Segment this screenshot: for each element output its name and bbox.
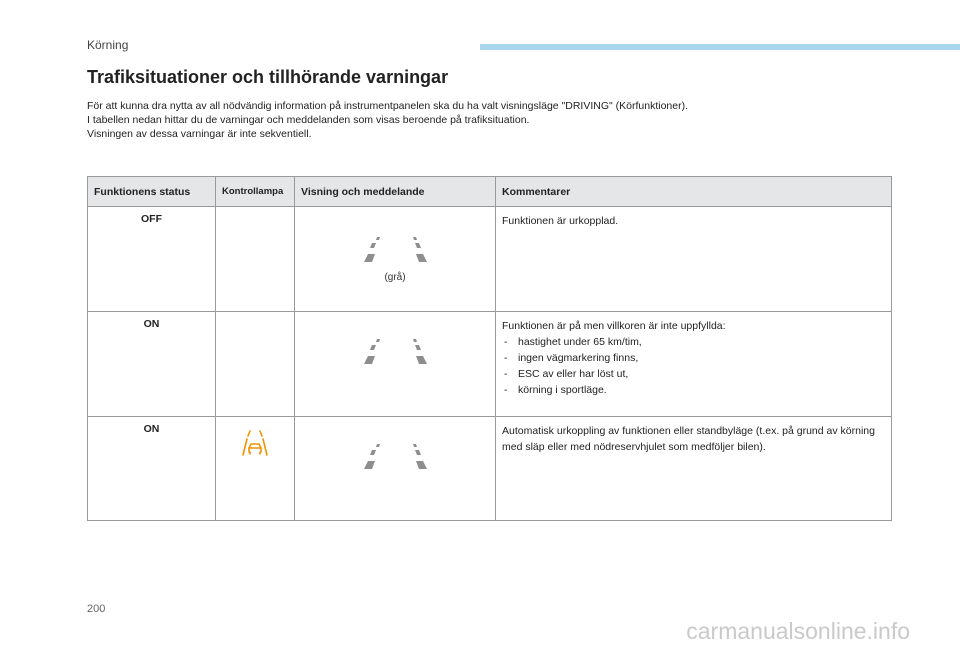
section-bar	[480, 44, 960, 50]
list-item: - ESC av eller har löst ut,	[502, 366, 885, 382]
column-header-status: Funktionens status	[88, 177, 216, 207]
display-cell	[295, 312, 496, 417]
grey-lane-markings-icon	[345, 332, 445, 372]
lamp-cell	[216, 417, 295, 521]
comment-cell: Funktionen är urkopplad.	[496, 207, 892, 312]
table-row	[88, 417, 892, 521]
status-cell: OFF	[88, 207, 216, 312]
display-caption: (grå)	[384, 272, 406, 283]
intro-line-3: Visningen av dessa varningar är inte sekventiell.	[87, 128, 312, 140]
intro-line-1: För att kunna dra nytta av all nödvändig information på instrumentpanelen ska du ha valt visningsläge "DRIVING" (Körfunktioner).	[87, 100, 689, 112]
table-row	[88, 207, 892, 312]
comment-intro: Funktionen är på men villkoren är inte uppfyllda:	[502, 320, 726, 332]
list-item: - körning i sportläge.	[502, 382, 885, 398]
list-item: - ingen vägmarkering finns,	[502, 350, 885, 366]
column-header-display: Visning och meddelande	[295, 177, 496, 207]
column-header-comments: Kommentarer	[496, 177, 892, 207]
page-title: Trafiksituationer och tillhörande varningar	[87, 67, 449, 87]
comment-cell: Automatisk urkoppling av funktionen eller standbyläge (t.ex. på grund av körning med släp eller med nödreservhjulet som medföljer bilen).	[496, 417, 892, 521]
lane-keep-warning-icon	[238, 427, 272, 461]
status-cell: ON	[88, 417, 216, 521]
warnings-table	[87, 176, 892, 521]
column-header-lamp: Kontrollampa	[216, 177, 295, 207]
page-number: 200	[87, 603, 106, 615]
intro-text	[87, 99, 688, 141]
list-item: - hastighet under 65 km/tim,	[502, 334, 885, 350]
lamp-cell	[216, 312, 295, 417]
watermark: carmanualsonline.info	[686, 618, 910, 644]
grey-lane-markings-icon	[345, 230, 445, 270]
display-cell	[295, 417, 496, 521]
comment-cell	[496, 312, 892, 417]
table-row	[88, 312, 892, 417]
lamp-cell	[216, 207, 295, 312]
display-cell	[295, 207, 496, 312]
intro-line-2: I tabellen nedan hittar du de varningar och meddelanden som visas beroende på trafiksituation.	[87, 114, 530, 126]
status-cell: ON	[88, 312, 216, 417]
condition-list	[502, 334, 885, 398]
section-label: Körning	[87, 38, 129, 52]
table-header-row	[88, 177, 892, 207]
grey-lane-markings-icon	[345, 437, 445, 477]
